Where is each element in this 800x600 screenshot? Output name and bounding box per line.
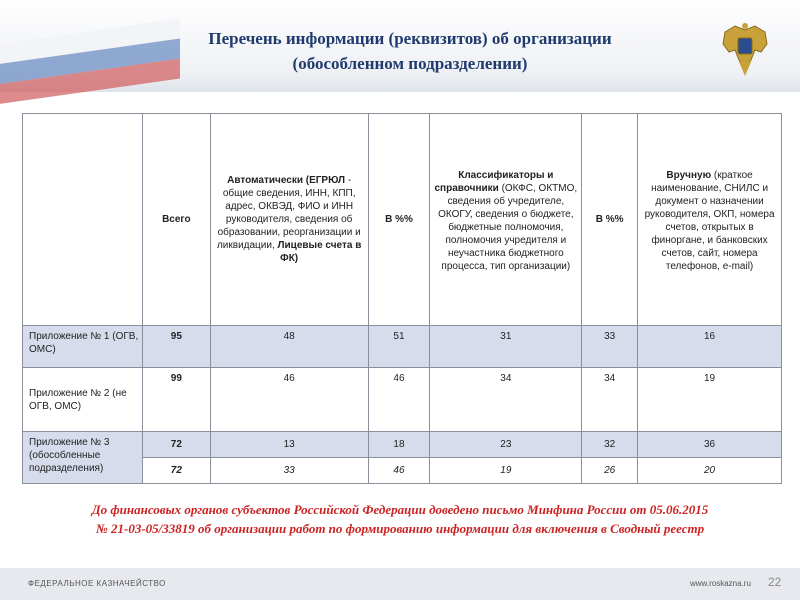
table-row (23, 368, 782, 432)
cell-pct2: 34 (582, 368, 638, 432)
ministry-letter-note (30, 500, 770, 538)
header-classifiers: Классификаторы и справочники (ОКФС, ОКТМО, сведения об учредителе, ОКОГУ, сведения о бюджете, бюджетные полномочия, полномочия учредителя и неучастника бюджетного процесса, тип организации) (430, 114, 582, 326)
cell-manual: 19 (638, 368, 782, 432)
cell-class: 31 (430, 326, 582, 368)
cell-total: 99 (142, 368, 210, 432)
cell-pct1: 18 (368, 432, 430, 458)
cell-manual: 20 (638, 458, 782, 484)
header-band (0, 0, 800, 92)
cell-manual: 16 (638, 326, 782, 368)
cell-auto: 13 (210, 432, 368, 458)
cell-pct1: 46 (368, 458, 430, 484)
row-label: Приложение № 2 (не ОГВ, ОМС) (23, 368, 143, 432)
header-total: Всего (142, 114, 210, 326)
header-percent-1: В %% (368, 114, 430, 326)
note-line-1: До финансовых органов субъектов Российской Федерации доведено письмо Минфина России от 05.06.2015 (91, 502, 709, 517)
eagle-emblem-icon (719, 22, 771, 78)
requisites-table (22, 113, 782, 484)
cell-auto: 33 (210, 458, 368, 484)
requisites-table-container (22, 113, 782, 484)
cell-pct1: 51 (368, 326, 430, 368)
cell-auto: 46 (210, 368, 368, 432)
table-row (23, 432, 782, 458)
cell-class: 34 (430, 368, 582, 432)
note-line-2: № 21-03-05/33819 об организации работ по формированию информации для включения в Сводный реестр (95, 521, 705, 536)
table-row (23, 326, 782, 368)
header-percent-2: В %% (582, 114, 638, 326)
cell-pct2: 33 (582, 326, 638, 368)
table-header-row (23, 114, 782, 326)
page-title (150, 26, 670, 76)
footer-organization: ФЕДЕРАЛЬНОЕ КАЗНАЧЕЙСТВО (28, 579, 166, 588)
cell-auto: 48 (210, 326, 368, 368)
row-label: Приложение № 1 (ОГВ, ОМС) (23, 326, 143, 368)
title-line-2: (обособленном подразделении) (292, 54, 528, 73)
cell-manual: 36 (638, 432, 782, 458)
footer-band (0, 568, 800, 600)
cell-class: 23 (430, 432, 582, 458)
cell-pct2: 26 (582, 458, 638, 484)
cell-pct2: 32 (582, 432, 638, 458)
cell-class: 19 (430, 458, 582, 484)
cell-total: 95 (142, 326, 210, 368)
header-empty-cell (23, 114, 143, 326)
cell-total: 72 (142, 432, 210, 458)
row-label: Приложение № 3 (обособленные подразделения) (23, 432, 143, 484)
footer-website: www.roskazna.ru (690, 579, 751, 588)
header-automatic: Автоматически (ЕГРЮЛ - общие сведения, ИНН, КПП, адрес, ОКВЭД, ФИО и ИНН руководителя, сведения об образовании, реорганизации и ликвидации, Лицевые счета в ФК) (210, 114, 368, 326)
cell-total: 72 (142, 458, 210, 484)
cell-pct1: 46 (368, 368, 430, 432)
header-manual: Вручную (краткое наименование, СНИЛС и документ о назначении руководителя, ОКП, номера счетов, открытых в финоргане, и банковских счетов, сайт, номера телефонов, e-mail) (638, 114, 782, 326)
page-number: 22 (768, 575, 782, 589)
title-line-1: Перечень информации (реквизитов) об организации (208, 29, 612, 48)
